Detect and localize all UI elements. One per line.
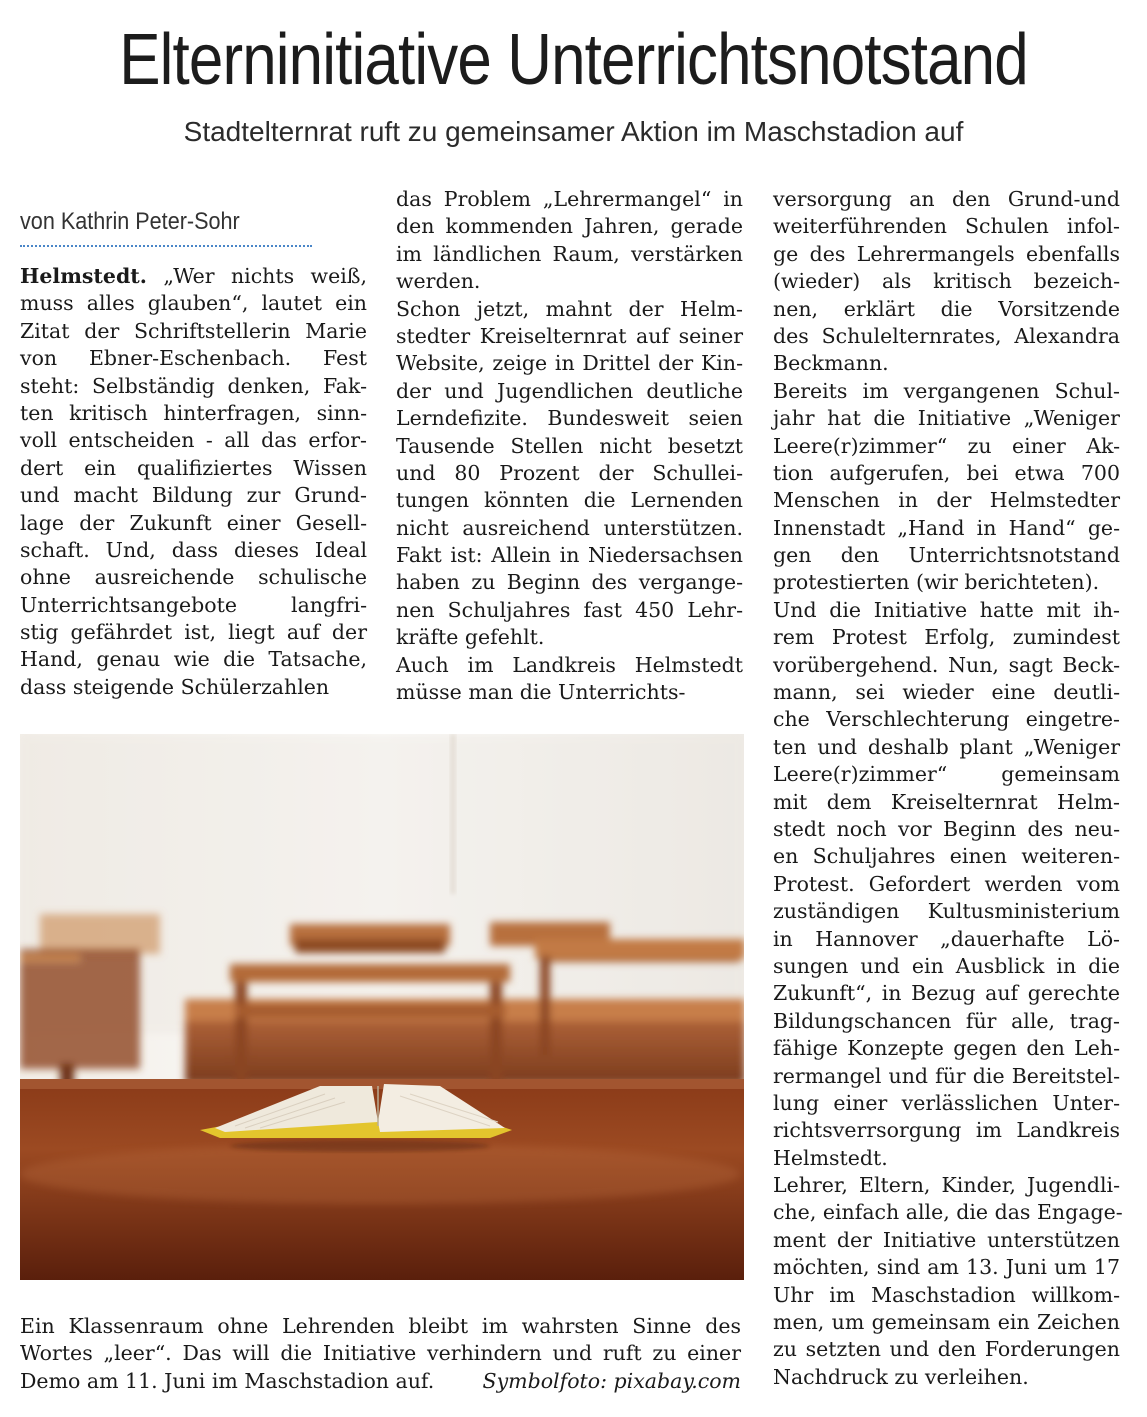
column-3-line: nen, erklärt die Vorsitzende bbox=[773, 296, 1120, 321]
column-1-line: und macht Bildung zur Grund- bbox=[20, 483, 367, 508]
column-3-line: protestierten (wir berichteten). bbox=[773, 570, 1100, 595]
column-1 bbox=[20, 263, 367, 701]
column-1-line: dert ein qualifiziertes Wissen bbox=[20, 455, 367, 480]
column-1-line: muss alles glauben“, lautet ein bbox=[20, 291, 367, 316]
column-3 bbox=[773, 186, 1123, 1391]
column-1-line: Hand, genau wie die Tatsache, bbox=[20, 647, 367, 672]
column-2-line: Schon jetzt, mahnt der Helm- bbox=[396, 296, 743, 321]
column-3-line: Bereits im vergangenen Schul- bbox=[773, 378, 1120, 403]
column-1-line bbox=[20, 263, 367, 290]
column-3-line: zu setzten und den Forderungen bbox=[773, 1337, 1120, 1362]
column-3-line: sungen und ein Ausblick in die bbox=[773, 953, 1120, 978]
column-3-line: Lehrer, Eltern, Kinder, Jugendli- bbox=[773, 1173, 1120, 1198]
column-2-line: kräfte gefehlt. bbox=[396, 625, 545, 650]
column-1-line: von Ebner-Eschenbach. Fest bbox=[20, 346, 367, 371]
byline-rule bbox=[20, 245, 312, 247]
column-2-line: nen Schuljahres fast 450 Lehr- bbox=[396, 597, 743, 622]
column-3-line: rem Protest Erfolg, zumindest bbox=[773, 625, 1120, 650]
column-3-line: möchten, sind am 13. Juni um 17 bbox=[773, 1255, 1120, 1280]
column-2-line: werden. bbox=[396, 269, 481, 294]
column-3-line: Menschen in der Helmstedter bbox=[773, 488, 1120, 513]
column-3-line: gen den Unterrichtsnotstand bbox=[773, 543, 1120, 568]
caption-line bbox=[20, 1368, 741, 1395]
column-1-line: lage der Zukunft einer Gesell- bbox=[20, 510, 367, 535]
column-3-line: Uhr im Maschstadion willkom- bbox=[773, 1282, 1120, 1307]
column-3-line: Leere(r)zimmer“ gemeinsam bbox=[773, 762, 1120, 787]
column-2-line: haben zu Beginn des vergange- bbox=[396, 570, 743, 595]
photo-credit: Symbolfoto: pixabay.com bbox=[482, 1368, 741, 1393]
column-3-line: weiterführenden Schulen infol- bbox=[773, 214, 1120, 239]
column-3-line: mann, sei wieder eine deutli- bbox=[773, 680, 1120, 705]
column-3-line: des Schulelternrates, Alexandra bbox=[773, 323, 1120, 348]
column-3-line: rermangel und für die Bereitstel- bbox=[773, 1063, 1120, 1088]
column-3-line: Beckmann. bbox=[773, 351, 889, 376]
photo-caption bbox=[20, 1313, 741, 1395]
column-3-line: richtsverrsorgung im Landkreis bbox=[773, 1118, 1120, 1143]
column-2-line: den kommenden Jahren, gerade bbox=[396, 214, 743, 239]
column-3-line: (wieder) als kritisch bezeich- bbox=[773, 269, 1120, 294]
column-1-line: ten kritisch hinterfragen, sinn- bbox=[20, 400, 367, 425]
column-3-line: Protest. Gefordert werden vom bbox=[773, 871, 1120, 896]
caption-line-text: Demo am 11. Juni im Maschstadion auf. bbox=[20, 1368, 435, 1393]
column-3-line: Bildungschancen für alle, trag- bbox=[773, 1008, 1120, 1033]
column-2-line: Website, zeige in Drittel der Kin- bbox=[396, 351, 743, 376]
column-2-line: tungen könnten die Lernenden bbox=[396, 488, 743, 513]
column-3-line: jahr hat die Initiative „Weniger bbox=[773, 406, 1120, 431]
column-3-line: zuständigen Kultusministerium bbox=[773, 899, 1120, 924]
classroom-photo bbox=[20, 734, 744, 1280]
column-2-line: müsse man die Unterrichts- bbox=[396, 680, 686, 705]
column-3-line: tion aufgerufen, bei etwa 700 bbox=[773, 460, 1120, 485]
column-1-line: stig gefährdet ist, liegt auf der bbox=[20, 620, 367, 645]
column-2-line: im ländlichen Raum, verstärken bbox=[396, 241, 743, 266]
column-2-line: nicht ausreichend unterstützen. bbox=[396, 515, 743, 540]
column-3-line: in Hannover „dauerhafte Lö- bbox=[773, 926, 1120, 951]
column-3-line: Zukunft“, in Bezug auf gerechte bbox=[773, 981, 1120, 1006]
column-2-line: und 80 Prozent der Schullei- bbox=[396, 460, 743, 485]
column-2-line: Auch im Landkreis Helmstedt bbox=[396, 652, 743, 677]
column-3-line: Leere(r)zimmer“ zu einer Ak- bbox=[773, 433, 1120, 458]
classroom-photo-illustration bbox=[20, 734, 744, 1280]
headline: Elterninitiative Unterrichtsnotstand bbox=[119, 20, 1028, 100]
column-1-line: schaft. Und, dass dieses Ideal bbox=[20, 537, 367, 562]
column-1-first-text: „Wer nichts weiß, bbox=[163, 264, 367, 288]
column-2-line: Fakt ist: Allein in Niedersachsen bbox=[396, 543, 743, 568]
column-3-line: ten und deshalb plant „Weniger bbox=[773, 734, 1120, 759]
dateline: Helmstedt. bbox=[20, 264, 147, 288]
column-2 bbox=[396, 186, 743, 706]
caption-line: Ein Klassenraum ohne Lehrenden bleibt im wahrsten Sinne des bbox=[20, 1314, 741, 1338]
column-3-line: mit dem Kreiselternrat Helm- bbox=[773, 789, 1120, 814]
caption-line: Wortes „leer“. Das will die Initiative verhindern und ruft zu einer bbox=[20, 1341, 741, 1366]
column-3-line: ge des Lehrermangels ebenfalls bbox=[773, 241, 1120, 266]
column-1-line: steht: Selbständig denken, Fak- bbox=[20, 373, 367, 398]
column-1-line: ohne ausreichende schulische bbox=[20, 565, 367, 590]
column-3-line: men, um gemeinsam ein Zeichen bbox=[773, 1310, 1120, 1335]
column-2-line: Lerndefizite. Bundesweit seien bbox=[396, 406, 743, 431]
column-3-line: Nachdruck zu verleihen. bbox=[773, 1364, 1029, 1389]
column-3-line: vorübergehend. Nun, sagt Beck- bbox=[773, 652, 1120, 677]
column-2-line: der und Jugendlichen deutliche bbox=[396, 378, 743, 403]
column-3-line: Innenstadt „Hand in Hand“ ge- bbox=[773, 515, 1120, 540]
column-3-line: stedt noch vor Beginn des neu- bbox=[773, 816, 1120, 841]
subheadline: Stadtelternrat ruft zu gemeinsamer Aktion im Maschstadion auf bbox=[183, 116, 964, 147]
column-3-line: fähige Konzepte gegen den Leh- bbox=[773, 1036, 1120, 1061]
column-2-line: stedter Kreiselternrat auf seiner bbox=[396, 323, 743, 348]
column-3-line: en Schuljahres einen weiteren- bbox=[773, 844, 1120, 869]
column-2-line: das Problem „Lehrermangel“ in bbox=[396, 187, 743, 211]
column-1-line: Unterrichtsangebote langfri- bbox=[20, 592, 367, 617]
column-3-line: versorgung an den Grund-und bbox=[773, 187, 1120, 211]
column-3-line: lung einer verlässlichen Unter- bbox=[773, 1090, 1120, 1115]
column-2-line: Tausende Stellen nicht besetzt bbox=[396, 433, 743, 458]
column-3-line: Helmstedt. bbox=[773, 1145, 888, 1170]
byline: von Kathrin Peter-Sohr bbox=[20, 208, 240, 235]
column-3-line: che Verschlechterung eingetre- bbox=[773, 707, 1120, 732]
column-3-line: che, einfach alle, die das Engage- bbox=[773, 1200, 1123, 1225]
column-1-line: dass steigende Schülerzahlen bbox=[20, 674, 330, 699]
column-3-line: ment der Initiative unterstützen bbox=[773, 1227, 1120, 1252]
column-1-line: voll entscheiden - all das erfor- bbox=[20, 428, 367, 453]
column-1-line: Zitat der Schriftstellerin Marie bbox=[20, 318, 367, 343]
column-3-line: Und die Initiative hatte mit ih- bbox=[773, 597, 1120, 622]
